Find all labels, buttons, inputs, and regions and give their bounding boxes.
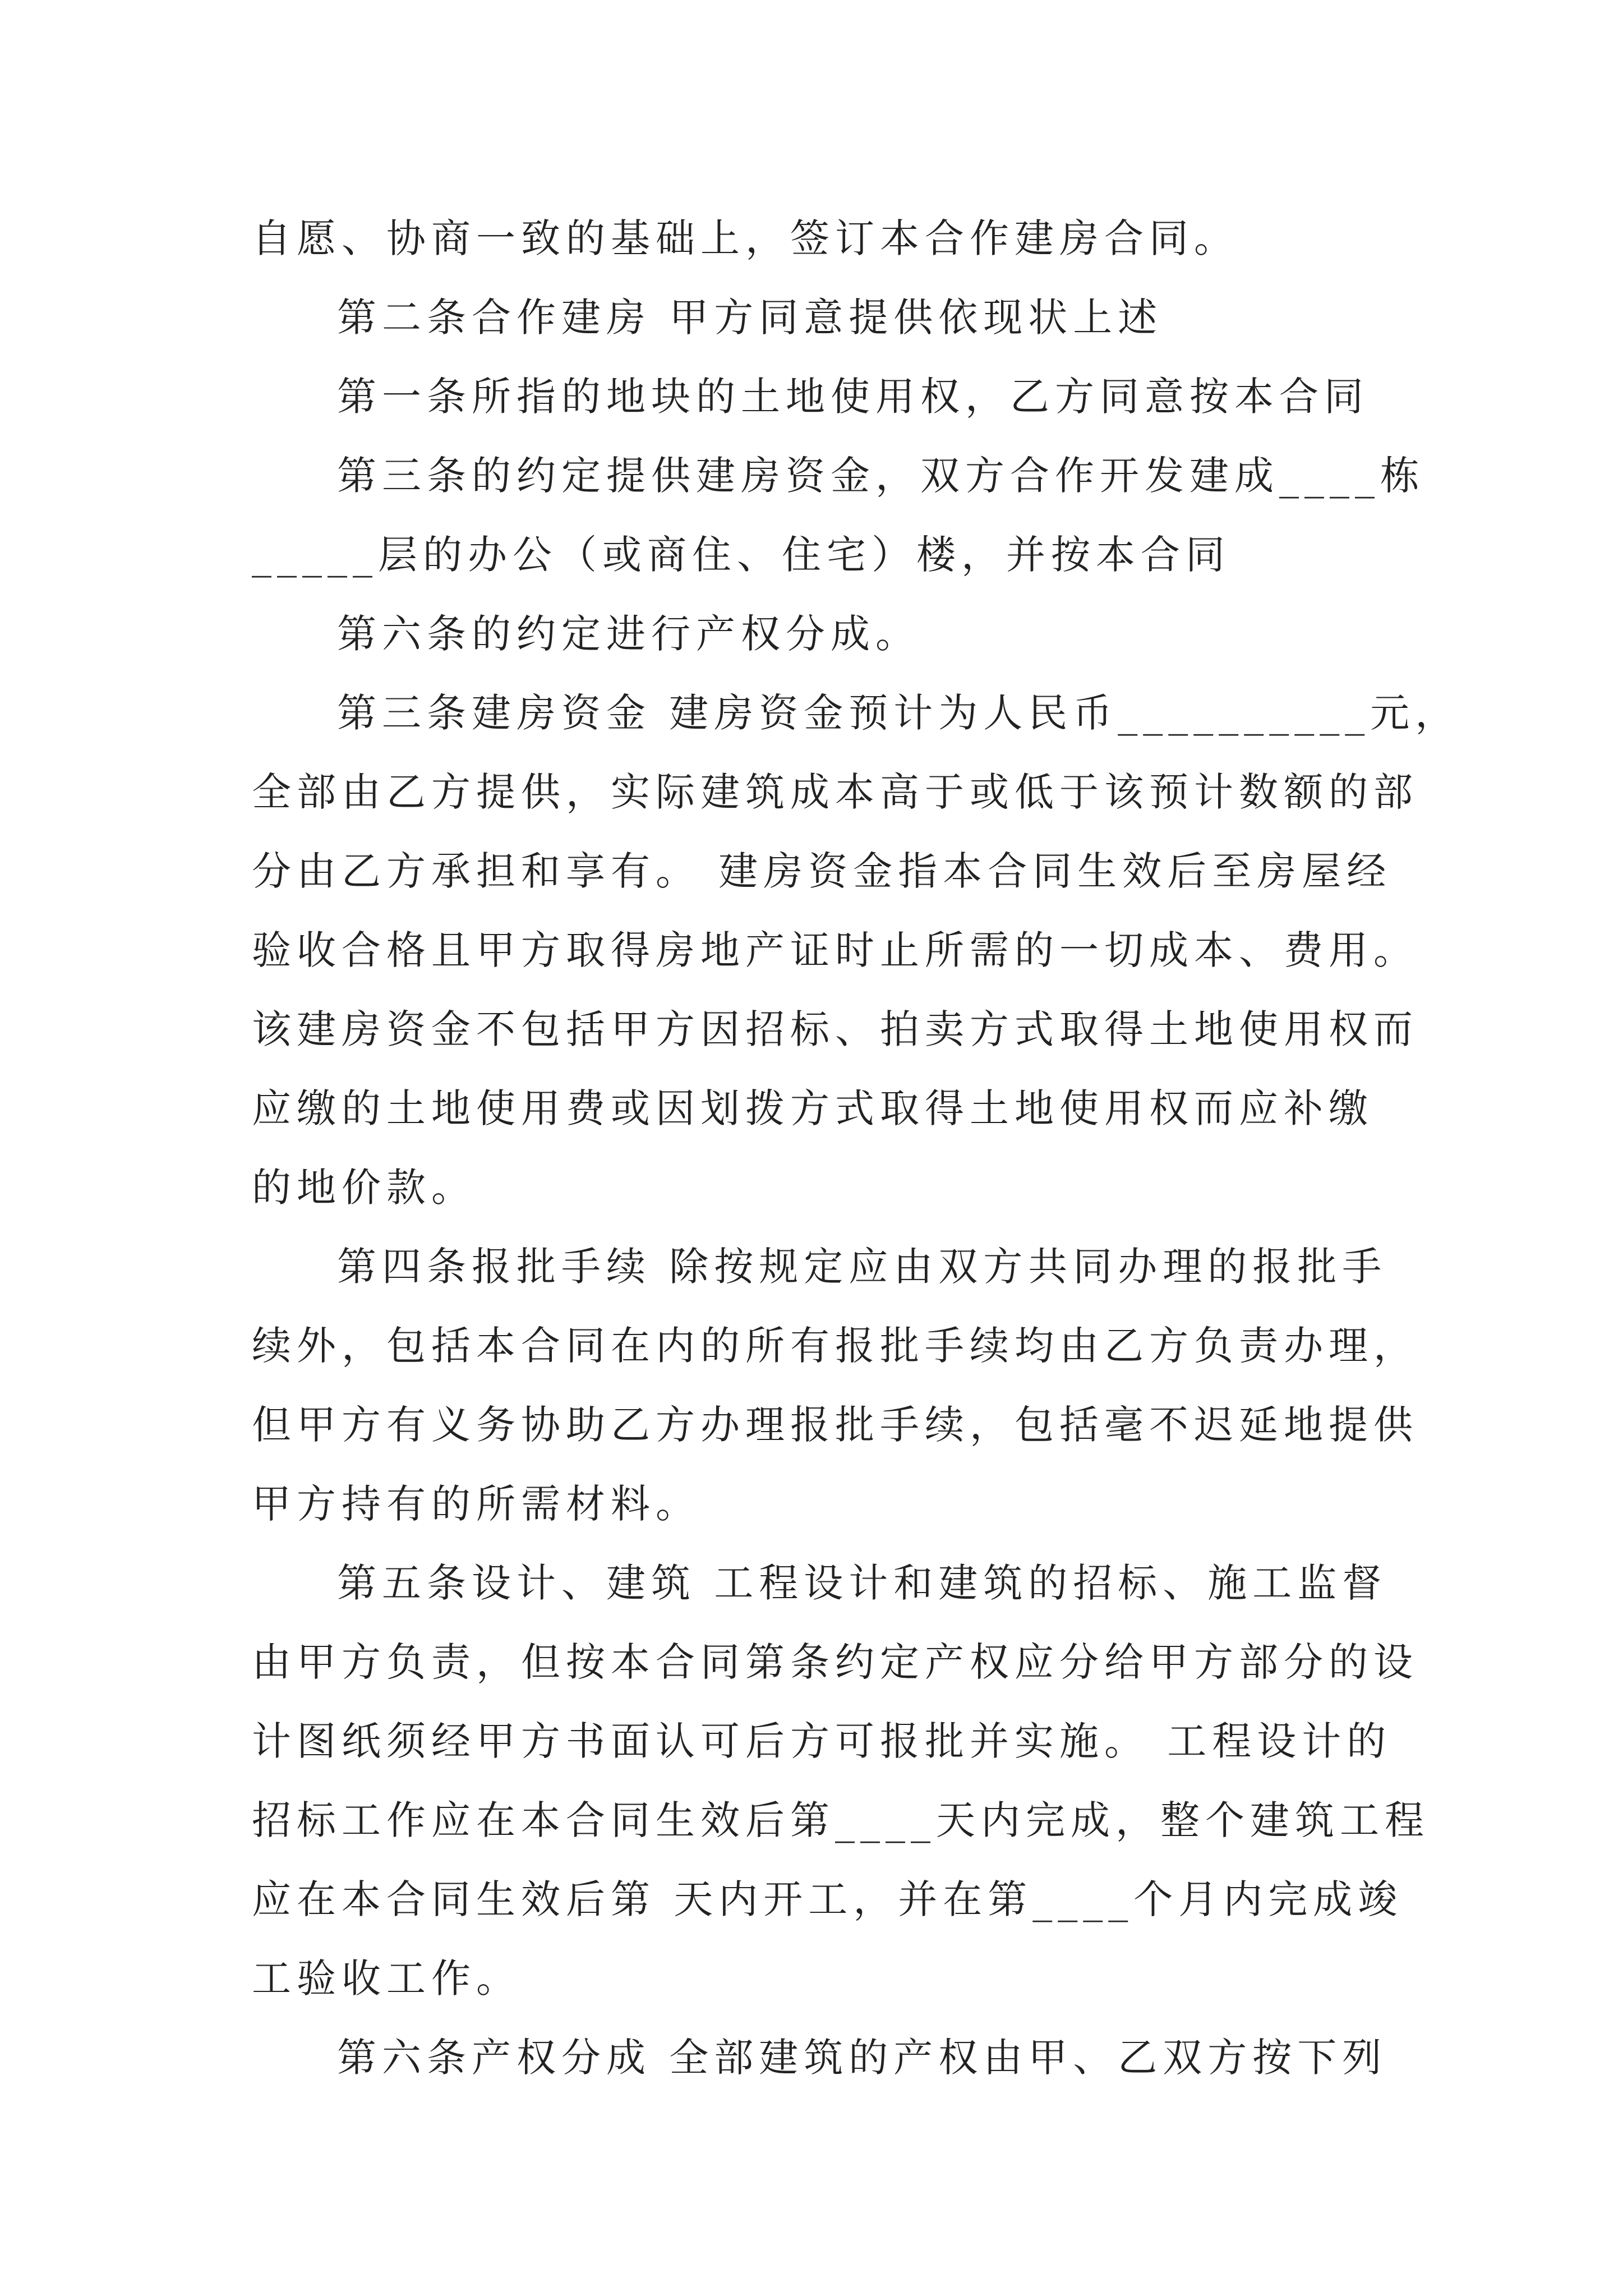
text-line: 应在本合同生效后第 天内开工，并在第____个月内完成竣 [252, 1876, 1403, 1922]
text-line: 甲方持有的所需材料。 [252, 1481, 700, 1527]
text-line: _____层的办公（或商住、住宅）楼，并按本合同 [252, 532, 1230, 578]
text-line: 但甲方有义务协助乙方办理报批手续，包括毫不迟延地提供 [252, 1402, 1418, 1448]
text-line: 全部由乙方提供，实际建筑成本高于或低于该预计数额的部 [252, 769, 1418, 815]
text-line: 该建房资金不包括甲方因招标、拍卖方式取得土地使用权而 [252, 1006, 1418, 1052]
text-line: 续外，包括本合同在内的所有报批手续均由乙方负责办理， [252, 1323, 1418, 1369]
text-line: 第三条的约定提供建房资金，双方合作开发建成____栋 [337, 453, 1425, 499]
text-line: 分由乙方承担和享有。 建房资金指本合同生效后至房屋经 [252, 848, 1392, 894]
text-line: 工验收工作。 [252, 1955, 521, 2001]
text-line: 计图纸须经甲方书面认可后方可报批并实施。 工程设计的 [252, 1718, 1392, 1764]
text-line: 招标工作应在本合同生效后第____天内完成，整个建筑工程 [252, 1797, 1430, 1843]
text-line: 自愿、协商一致的基础上，签订本合作建房合同。 [252, 215, 1239, 261]
text-line: 第六条的约定进行产权分成。 [337, 611, 920, 657]
text-line: 第六条产权分成 全部建筑的产权由甲、乙双方按下列 [337, 2035, 1387, 2081]
text-line: 第二条合作建房 甲方同意提供依现状上述 [337, 295, 1163, 341]
text-line: 第五条设计、建筑 工程设计和建筑的招标、施工监督 [337, 1560, 1387, 1606]
text-line: 由甲方负责，但按本合同第条约定产权应分给甲方部分的设 [252, 1639, 1418, 1685]
text-line: 第一条所指的地块的土地使用权，乙方同意按本合同 [337, 374, 1369, 420]
text-line: 的地价款。 [252, 1165, 476, 1211]
contract-body-text [252, 199, 1460, 2097]
text-line: 第四条报批手续 除按规定应由双方共同办理的报批手 [337, 1244, 1387, 1290]
text-line: 第三条建房资金 建房资金预计为人民币__________元， [337, 690, 1460, 736]
text-line: 应缴的土地使用费或因划拨方式取得土地使用权而应补缴 [252, 1085, 1373, 1131]
text-line: 验收合格且甲方取得房地产证时止所需的一切成本、费用。 [252, 927, 1418, 973]
